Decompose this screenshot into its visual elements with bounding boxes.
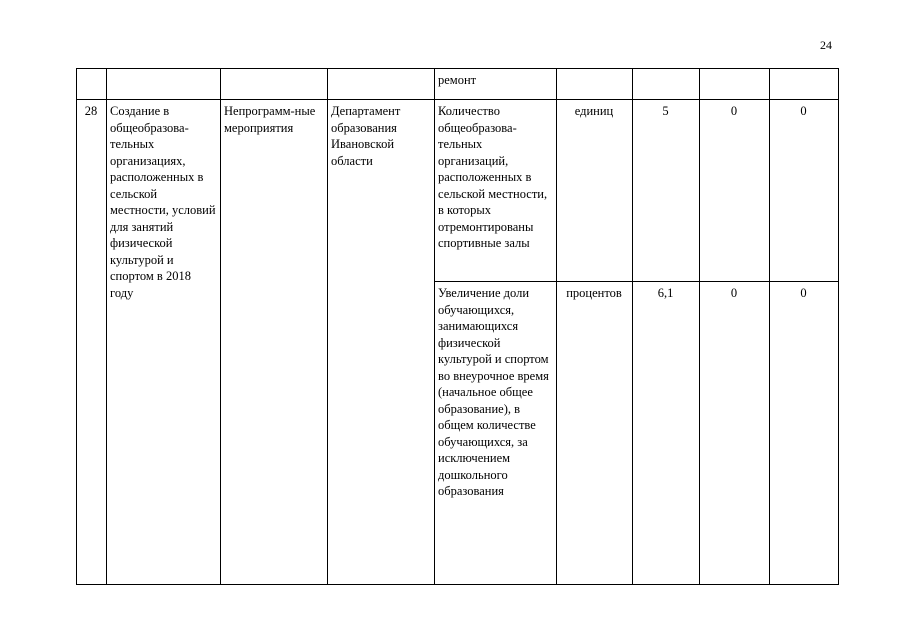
- cell-empty: [107, 69, 221, 100]
- executor-cell: Департамент образования Ивановской области: [328, 100, 435, 585]
- cell-empty: [77, 69, 107, 100]
- cell-empty: [221, 69, 328, 100]
- program-cell: Непрограмм-ные мероприятия: [221, 100, 328, 585]
- row-number-cell: 28: [77, 100, 107, 585]
- cell-empty: [633, 69, 700, 100]
- cell-empty: [328, 69, 435, 100]
- unit-cell: процентов: [557, 282, 633, 585]
- cell-empty: [700, 69, 770, 100]
- value-cell: 5: [633, 100, 700, 282]
- value-cell: 0: [770, 100, 839, 282]
- page-number: 24: [820, 38, 832, 52]
- value-cell: 0: [700, 100, 770, 282]
- indicator-name-cell: Количество общеобразова-тельных организаций, расположенных в сельской местности, в которых отремонтированы спортивные залы: [435, 100, 557, 282]
- value-cell: 0: [700, 282, 770, 585]
- indicators-table: [76, 68, 839, 585]
- cell-empty: [770, 69, 839, 100]
- table-row-continuation: [77, 69, 839, 100]
- table-row: [77, 100, 839, 282]
- unit-cell: единиц: [557, 100, 633, 282]
- measure-name-cell: Создание в общеобразова-тельных организациях, расположенных в сельской местности, условий для занятий физической культурой и спортом в 2018 году: [107, 100, 221, 585]
- value-cell: 6,1: [633, 282, 700, 585]
- cell-empty: [557, 69, 633, 100]
- value-cell: 0: [770, 282, 839, 585]
- indicator-name-cell: ремонт: [435, 69, 557, 100]
- indicator-name-cell: Увеличение доли обучающихся, занимающихся физической культурой и спортом во внеурочное время (начальное общее образование), в общем количестве обучающихся, за исключением дошкольного образования: [435, 282, 557, 585]
